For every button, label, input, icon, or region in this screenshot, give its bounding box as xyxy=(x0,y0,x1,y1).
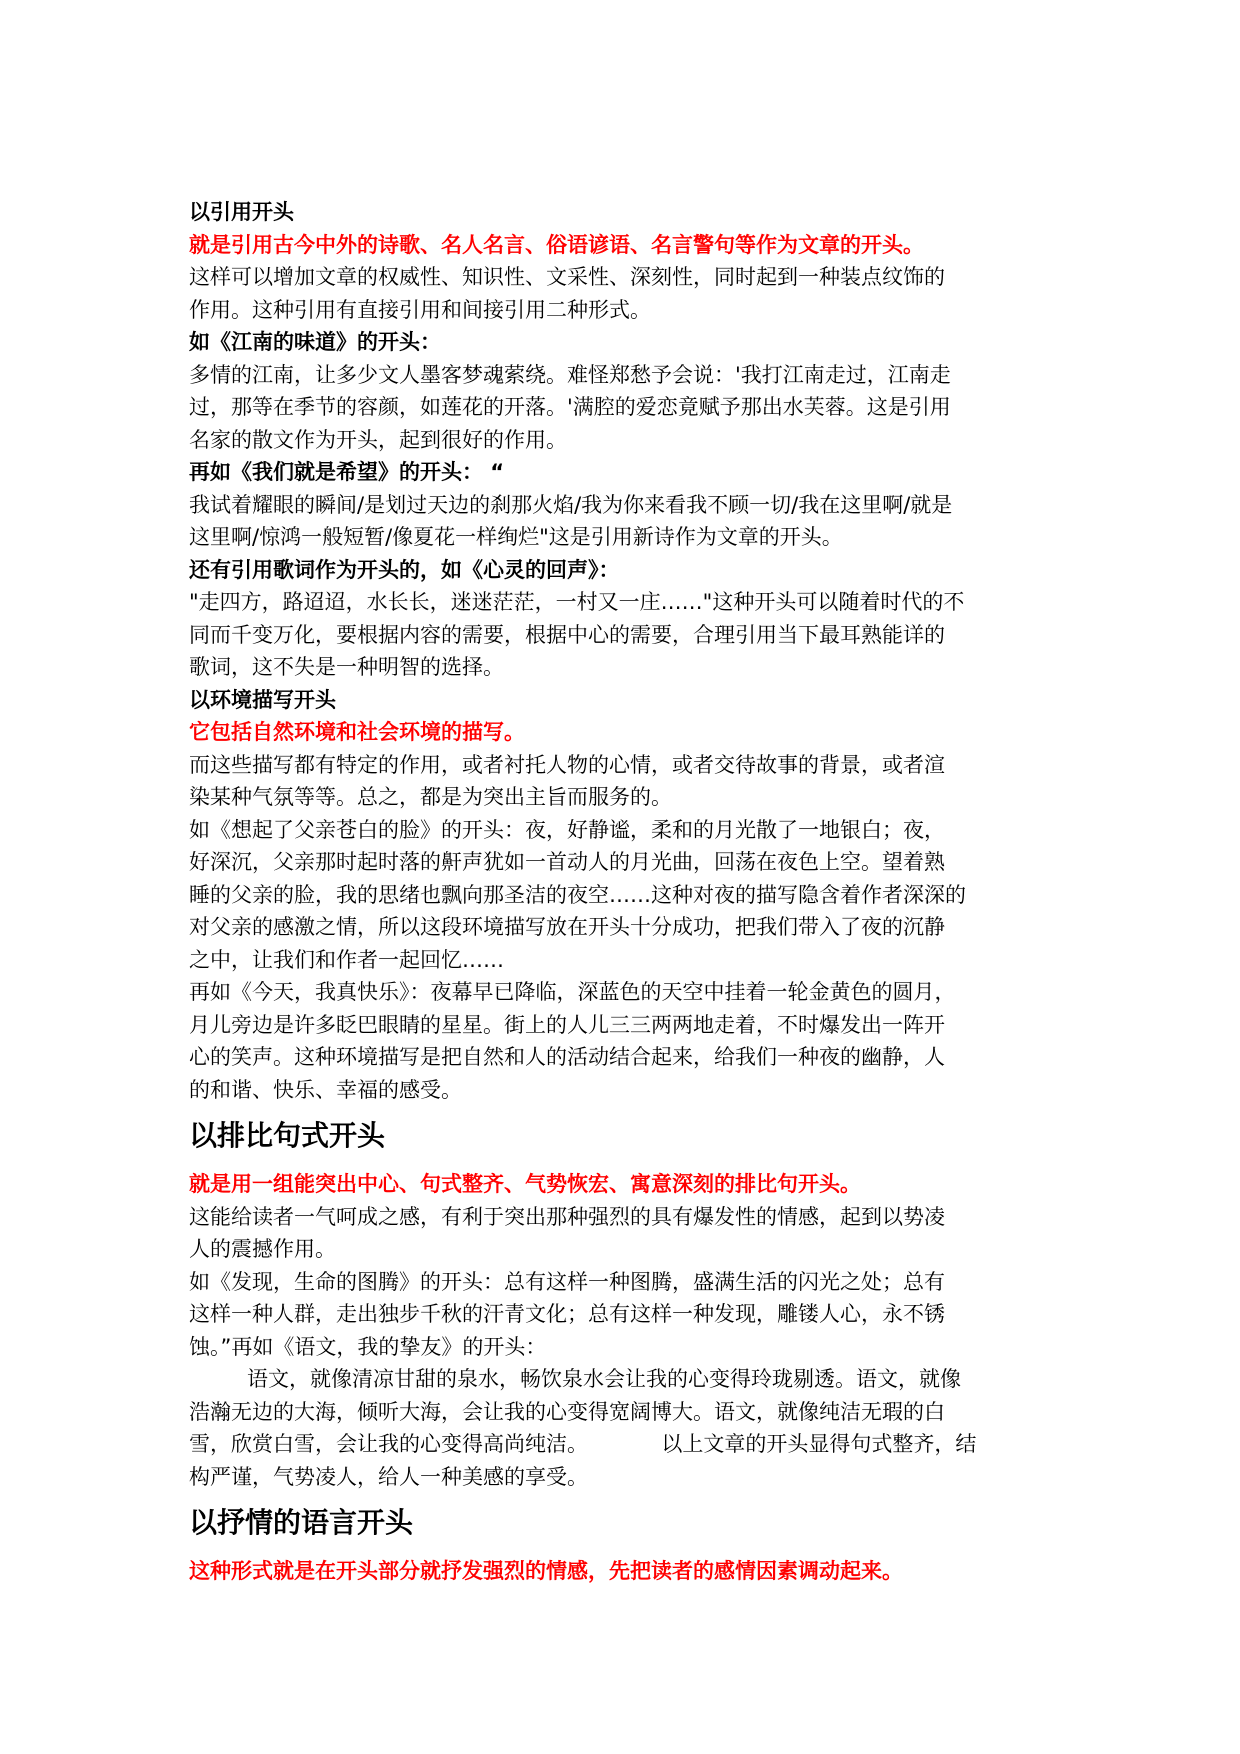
text-line: 构严谨，气势凌人，给人一种美感的享受。 xyxy=(189,1464,588,1489)
text-line: "走四方，路迢迢，水长长，迷迷茫茫，一村又一庄……"这种开头可以随着时代的不 xyxy=(189,590,965,614)
text-line: 而这些描写都有特定的作用，或者衬托人物的心情，或者交待故事的背景，或者渲 xyxy=(189,752,945,777)
text-line: 歌词，这不失是一种明智的选择。 xyxy=(189,655,504,679)
text-line: 心的笑声。这种环境描写是把自然和人的活动结合起来，给我们一种夜的幽静，人 xyxy=(189,1045,945,1069)
text-line: 人的震撼作用。 xyxy=(189,1237,336,1261)
text-line: 这样一种人群，走出独步千秋的汗青文化；总有这样一种发现，雕镂人心，永不锈 xyxy=(189,1302,945,1326)
text-line: 雪，欣赏白雪，会让我的心变得高尚纯洁。 以上文章的开头显得句式整齐，结 xyxy=(189,1432,977,1456)
text-line: 的和谐、快乐、幸福的感受。 xyxy=(189,1077,462,1102)
text-line: 名家的散文作为开头，起到很好的作用。 xyxy=(189,427,567,452)
highlight-definition: 就是引用古今中外的诗歌、名人名言、俗语谚语、名言警句等作为文章的开头。 xyxy=(189,232,924,257)
text-line: 过，那等在季节的容颜，如莲花的开落。'满腔的爱恋竟赋予那出水芙蓉。这是引用 xyxy=(189,395,951,419)
text-line: 这能给读者一气呵成之感，有利于突出那种强烈的具有爆发性的情感，起到以势凌 xyxy=(189,1204,945,1229)
section-heading-quote-opening: 以引用开头 xyxy=(189,200,294,224)
text-line: 多情的江南，让多少文人墨客梦魂萦绕。难怪郑愁予会说：'我打江南走过，江南走 xyxy=(189,362,951,387)
example-heading: 如《江南的味道》的开头： xyxy=(189,330,441,354)
text-line: 如《想起了父亲苍白的脸》的开头：夜，好静谧，柔和的月光散了一地银白；夜， xyxy=(189,817,945,842)
section-heading-lyrical-opening: 以抒情的语言开头 xyxy=(189,1506,414,1539)
text-line: 这里啊/惊鸿一般短暂/像夏花一样绚烂"这是引用新诗作为文章的开头。 xyxy=(189,525,843,549)
text-line: 如《发现，生命的图腾》的开头：总有这样一种图腾，盛满生活的闪光之处；总有 xyxy=(189,1269,945,1294)
text-line-indented: 语文，就像清凉甘甜的泉水，畅饮泉水会让我的心变得玲珑剔透。语文，就像 xyxy=(247,1367,961,1391)
text-line: 睡的父亲的脸，我的思绪也飘向那圣洁的夜空……这种对夜的描写隐含着作者深深的 xyxy=(189,882,966,907)
document-body xyxy=(189,196,1069,1588)
section-heading-parallelism-opening: 以排比句式开头 xyxy=(189,1119,386,1152)
text-line: 同而千变万化，要根据内容的需要，根据中心的需要，合理引用当下最耳熟能详的 xyxy=(189,622,945,647)
text-line: 再如《今天，我真快乐》：夜幕早已降临，深蓝色的天空中挂着一轮金黄色的圆月， xyxy=(189,980,956,1004)
text-line: 作用。这种引用有直接引用和间接引用二种形式。 xyxy=(189,297,651,322)
text-line: 浩瀚无边的大海，倾听大海，会让我的心变得宽阔博大。语文，就像纯洁无瑕的白 xyxy=(189,1399,945,1424)
text-line: 月儿旁边是许多眨巴眼睛的星星。街上的人儿三三两两地走着，不时爆发出一阵开 xyxy=(189,1012,945,1037)
text-line: 染某种气氛等等。总之，都是为突出主旨而服务的。 xyxy=(189,785,672,809)
text-line: 好深沉，父亲那时起时落的鼾声犹如一首动人的月光曲，回荡在夜色上空。望着熟 xyxy=(189,850,945,874)
highlight-definition: 它包括自然环境和社会环境的描写。 xyxy=(189,720,525,744)
example-heading: 再如《我们就是希望》的开头： “ xyxy=(189,460,505,484)
highlight-definition: 这种形式就是在开头部分就抒发强烈的情感，先把读者的感情因素调动起来。 xyxy=(189,1559,903,1583)
text-line: 这样可以增加文章的权威性、知识性、文采性、深刻性，同时起到一种装点纹饰的 xyxy=(189,265,945,289)
text-line: 之中，让我们和作者一起回忆…… xyxy=(189,947,504,972)
text-line: 蚀。”再如《语文，我的挚友》的开头： xyxy=(189,1334,547,1359)
text-line: 我试着耀眼的瞬间/是划过天边的刹那火焰/我为你来看我不顾一切/我在这里啊/就是 xyxy=(189,492,953,517)
highlight-definition: 就是用一组能突出中心、句式整齐、气势恢宏、寓意深刻的排比句开头。 xyxy=(189,1172,861,1196)
text-line: 对父亲的感激之情，所以这段环境描写放在开头十分成功，把我们带入了夜的沉静 xyxy=(189,915,945,939)
section-heading-environment-opening: 以环境描写开头 xyxy=(189,687,336,712)
example-heading: 还有引用歌词作为开头的，如《心灵的回声》： xyxy=(189,557,620,582)
